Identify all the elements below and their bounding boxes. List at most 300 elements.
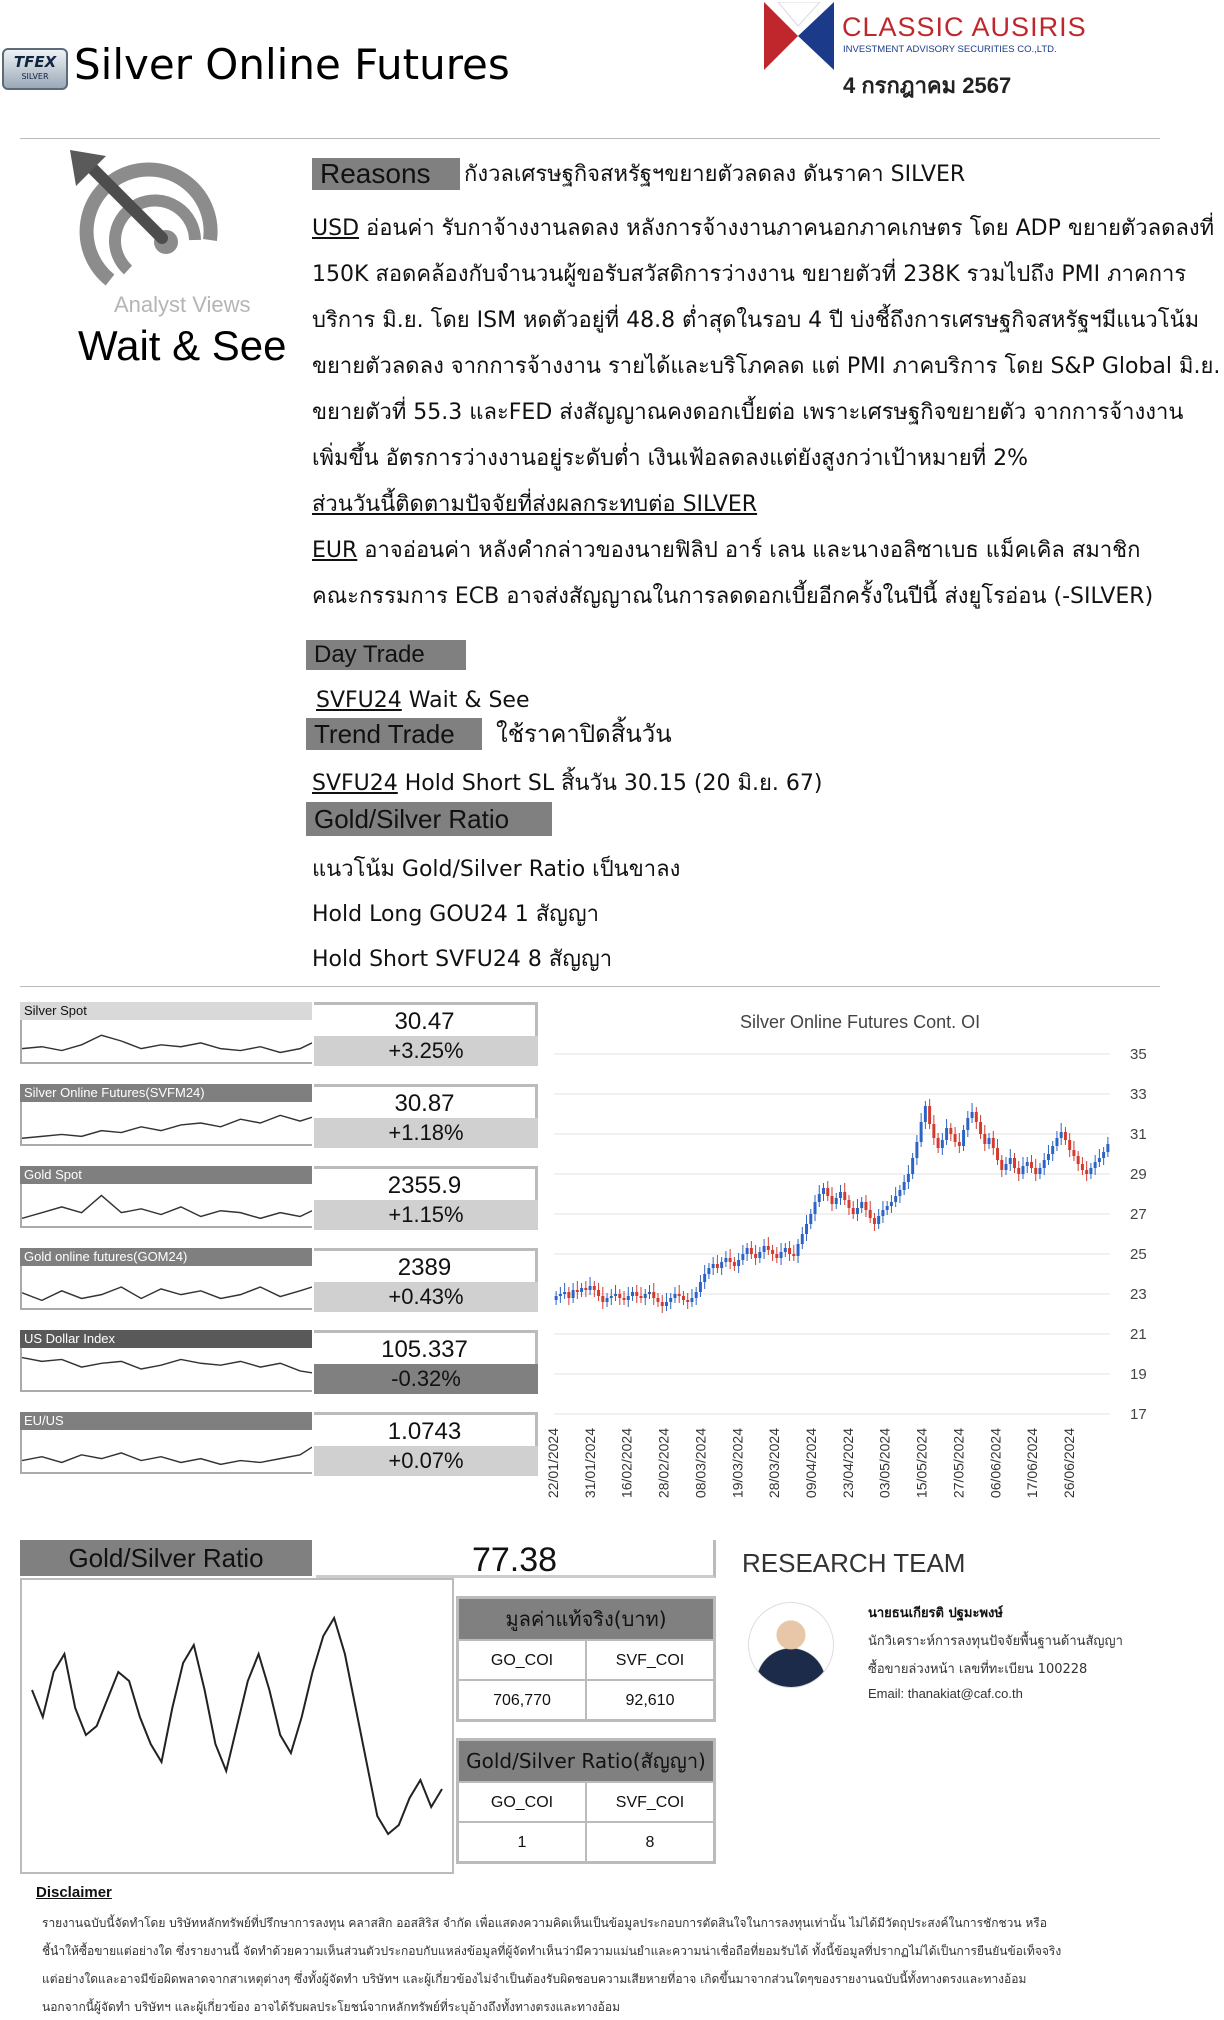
candle-body [623,1298,626,1300]
market-label: US Dollar Index [20,1330,312,1348]
market-label: Gold Spot [20,1166,312,1184]
candle [1068,1133,1071,1157]
candle [915,1135,918,1165]
candle [1038,1163,1041,1179]
contract-ratio-table [456,1738,716,1864]
candle [614,1285,617,1301]
candle [707,1263,710,1279]
market-price: 2355.9 [314,1166,538,1200]
candle-body [1106,1144,1109,1152]
candle [962,1125,965,1151]
candle-body [648,1292,651,1294]
classic-ausiris-logo-icon [764,2,834,70]
candle-body [627,1296,630,1300]
candle-body [737,1260,740,1266]
candle-body [601,1296,604,1302]
candle [886,1201,889,1215]
market-row [20,1330,520,1408]
candle [601,1287,604,1309]
candle-body [729,1258,732,1262]
market-change: +1.15% [314,1200,538,1230]
market-change: +1.18% [314,1118,538,1148]
candle-body [1000,1160,1003,1170]
x-tick-label: 19/03/2024 [729,1428,746,1499]
x-tick-label: 28/03/2024 [766,1428,783,1499]
candle-body [699,1282,702,1292]
reasons-line-4: ขยายตัวลดลง จากการจ้างงาน รายได้และบริโภคลด แต่ PMI ภาคบริการ โดย S&P Global มิ.ย. [312,354,1221,379]
x-tick-label: 31/01/2024 [581,1428,598,1499]
candle [920,1113,923,1147]
candle-body [920,1122,923,1142]
reasons-line-2: 150K สอดคล้องกับจำนวนผู้ขอรับสวัสดิการว่างงาน ขยายตัวที่ 238K รวมไปถึง PMI ภาคการ [312,262,1187,287]
candle [881,1201,884,1223]
candle-body [1013,1158,1016,1168]
candle [1089,1163,1092,1179]
candle [966,1111,969,1137]
reasons-line-6: เพิ่มขึ้น อัตรการว่างงานอยู่ระดับต่ำ เงินเฟ้อลดลงแต่ยังสูงกว่าเป้าหมายที่ 2% [312,446,1028,471]
ratio-line-2: Hold Long GOU24 1 สัญญา [312,902,600,927]
real-value-header-row [459,1639,713,1679]
candle-body [801,1234,804,1244]
candle-body [881,1210,884,1216]
candle-body [860,1202,863,1208]
candle-body [983,1134,986,1144]
real-value-table [456,1596,716,1722]
candle-body [758,1252,761,1258]
x-tick-label: 08/03/2024 [692,1428,709,1499]
research-team-title: RESEARCH TEAM [742,1548,966,1578]
candle [898,1185,901,1203]
y-tick-label: 19 [1130,1366,1147,1383]
candle-body [966,1118,969,1130]
candle-body [771,1250,774,1254]
reasons-line-3: บริการ มิ.ย. โดย ISM หดตัวอยู่ที่ 48.8 ต่ำสุดในรอบ 4 ปี บ่งชี้ถึงการเศรษฐกิจสหรัฐฯมีแนวโน้ม [312,308,1200,333]
candle [877,1209,880,1229]
candle [771,1245,774,1261]
candle-body [635,1292,638,1296]
candle [1064,1127,1067,1145]
candle [856,1199,859,1221]
x-tick-label: 16/02/2024 [618,1428,635,1499]
candle-body [733,1262,736,1266]
analyst-caption: Analyst Views [114,292,251,317]
y-tick-label: 27 [1130,1206,1147,1223]
candle [988,1133,991,1149]
disclaimer-title: Disclaimer [36,1884,112,1901]
candle [682,1291,685,1305]
brand-name: CLASSIC AUSIRIS [842,12,1087,42]
candle [958,1133,961,1153]
market-price: 1.0743 [314,1412,538,1446]
trend-trade-tag: Trend Trade [306,718,482,750]
candle [729,1249,732,1269]
real-value-cell: 92,610 [585,1681,713,1719]
candle-body [695,1292,698,1298]
candle-body [894,1196,897,1202]
candle [1106,1137,1109,1157]
candle-body [1026,1162,1029,1166]
sparkline [20,1020,312,1064]
reasons-headline: กังวลเศรษฐกิจสหรัฐฯขยายตัวลดลง ดันราคา SILVER [464,162,966,187]
candle [945,1119,948,1145]
candle-body [576,1290,579,1292]
candle [720,1257,723,1275]
contract-ratio-cell: 1 [517,1834,527,1851]
y-tick-label: 21 [1130,1326,1147,1343]
candle-body [580,1288,583,1292]
candle [648,1285,651,1299]
candle-body [614,1294,617,1296]
candle-body [996,1148,999,1160]
candle-body [1085,1170,1088,1174]
candle-body [890,1202,893,1206]
ratio-series-line [32,1618,442,1834]
real-value-cell: 706,770 [493,1692,551,1709]
real-value-header: SVF_COI [585,1641,713,1679]
candle-body [1094,1162,1097,1168]
disclaimer-line: ชี้นำให้ซื้อขายแต่อย่างใด ซึ่งรายงานนี้ จัดทำด้วยความเห็นส่วนตัวประกอบกับแหล่งข้อมูลที่ผู้จัดทำเห็นว่ามีความแม่นยำและความน่าเชื่อถือที่ยอมรับได้ ทั้งนี้ข้อมูลที่ปรากฏไม่ได้เป็นการยืนยันข้อเท็จจริง [42,1944,1062,1958]
reasons-tag: Reasons [312,158,460,190]
candle-body [682,1296,685,1300]
candle-body [690,1298,693,1302]
market-change: +0.43% [314,1282,538,1312]
candle [1098,1149,1101,1167]
candle [623,1291,626,1305]
candle [831,1187,834,1211]
candle-body [640,1296,643,1298]
candle-body [555,1296,558,1300]
candle-body [750,1248,753,1254]
candle [928,1099,931,1129]
market-label: Silver Online Futures(SVFM24) [20,1084,312,1102]
candle [737,1253,740,1273]
y-tick-label: 29 [1130,1166,1147,1183]
contract-ratio-row [459,1821,713,1861]
reasons-line-8-text: อาจอ่อนค่า หลังคำกล่าวของนายฟิลิป อาร์ เลน และนางอลิซาเบธ แม็คเคิล สมาชิก [357,538,1141,563]
candle-body [788,1248,791,1254]
reasons-line-7: ส่วนวันนี้ติดตามปัจจัยที่ส่งผลกระทบต่อ SILVER [312,492,758,517]
candle-body [1055,1138,1058,1146]
candle-body [809,1214,812,1224]
usd-label: USD [312,216,360,241]
disclaimer-line: นอกจากนี้ผู้จัดทำ บริษัทฯ และผู้เกี่ยวข้อง อาจได้รับผลประโยชน์จากหลักทรัพย์ที่ระบุอ้างถึงทั้งทางตรงและทางอ้อม [42,2000,620,2014]
candle [690,1289,693,1307]
candle [801,1227,804,1249]
candle-body [724,1258,727,1262]
candle-body [818,1194,821,1202]
candle [589,1277,592,1295]
sparkline [20,1266,312,1310]
candle-body [907,1174,910,1182]
market-change: +3.25% [314,1036,538,1066]
candle-body [864,1202,867,1210]
candle-body [924,1106,927,1122]
candle [606,1293,609,1307]
candle [903,1175,906,1195]
page-title: Silver Online Futures [74,40,510,89]
candle-body [814,1202,817,1214]
candle [678,1285,681,1303]
candle [788,1241,791,1261]
candle-body [903,1182,906,1190]
candle-body [958,1142,961,1146]
candle [1085,1161,1088,1181]
candle [1013,1153,1016,1173]
candle [1094,1155,1097,1175]
x-tick-label: 26/06/2024 [1061,1428,1077,1499]
candle-body [567,1292,570,1298]
eur-label: EUR [312,538,358,563]
candle [826,1181,829,1201]
candle [580,1283,583,1297]
tfex-logo-sub: SILVER [21,72,49,81]
analyst-name: นายธนเกียรติ ปฐมะพงษ์ [868,1606,1003,1621]
candle-body [1064,1132,1067,1140]
candle [746,1243,749,1261]
market-row [20,1084,520,1162]
candle [559,1287,562,1303]
reasons-line-1-text: อ่อนค่า รับกาจ้างงานลดลง หลังการจ้างงานภาคนอกภาคเกษตร โดย ADP ขยายตัวลดลงที่ [359,216,1215,241]
candle-body [1047,1154,1050,1160]
x-tick-label: 23/04/2024 [839,1428,856,1499]
tfex-logo [2,48,68,90]
candle [576,1281,579,1299]
candle-body [1051,1146,1054,1154]
candle [911,1153,914,1179]
day-trade-symbol: SVFU24 [316,688,402,713]
reasons-line-8 [312,528,1140,574]
candle [618,1289,621,1305]
candle-body [712,1264,715,1268]
contract-ratio-title: Gold/Silver Ratio(สัญญา) [459,1741,713,1781]
candle-body [775,1254,778,1258]
candle [754,1245,757,1265]
candle [784,1243,787,1257]
candle-body [992,1138,995,1148]
candle-body [1068,1140,1071,1150]
x-tick-label: 22/01/2024 [545,1428,561,1499]
market-row [20,1248,520,1326]
candle-body [572,1290,575,1298]
y-tick-label: 17 [1130,1406,1147,1423]
candle [1030,1155,1033,1173]
reasons-line-9: คณะกรรมการ ECB อาจส่งสัญญาณในการลดดอกเบี้ยอีกครั้งในปีนี้ ส่งยูโรอ่อน (-SILVER) [312,584,1154,609]
candle-body [644,1294,647,1298]
candle [563,1283,566,1299]
y-tick-label: 31 [1130,1126,1147,1143]
candle [741,1245,744,1265]
candle-body [839,1192,842,1198]
candle-body [852,1208,855,1214]
analyst-role: นักวิเคราะห์การลงทุนปัจจัยพื้นฐานด้านสัญญา [868,1634,1123,1649]
candle-body [949,1128,952,1134]
candle [1077,1151,1080,1171]
x-tick-label: 27/05/2024 [950,1428,967,1499]
candle [750,1241,753,1259]
contract-ratio-header: SVF_COI [585,1783,713,1821]
candle [941,1133,944,1155]
x-tick-label: 17/06/2024 [1024,1428,1041,1499]
candle-body [720,1262,723,1268]
market-change: +0.07% [314,1446,538,1476]
candle-body [1098,1158,1101,1162]
candle-body [1038,1168,1041,1174]
candle-body [856,1208,859,1214]
candle-body [703,1274,706,1282]
candle-body [805,1224,808,1234]
candle-body [873,1218,876,1224]
market-change: -0.32% [314,1364,538,1394]
ratio-line-chart [20,1578,454,1874]
candle-body [1043,1160,1046,1168]
candle [572,1283,575,1303]
x-tick-label: 03/05/2024 [876,1428,893,1499]
day-trade-text: Wait & See [401,688,530,713]
trend-trade-note: ใช้ราคาปิดสิ้นวัน [496,720,672,748]
candle [1005,1157,1008,1175]
candle-body [826,1188,829,1196]
ratio-line-1: แนวโน้ม Gold/Silver Ratio เป็นขาลง [312,857,681,882]
candle [610,1289,613,1305]
candle-body [932,1124,935,1138]
y-tick-label: 33 [1130,1086,1147,1103]
header-divider [20,138,1160,139]
x-tick-label: 09/04/2024 [803,1428,819,1499]
report-date: 4 กรกฎาคม 2567 [843,73,1012,98]
candle [847,1195,850,1215]
candle [1072,1141,1075,1161]
candle [758,1247,761,1263]
market-label: EU/US [20,1412,312,1430]
contract-ratio-header: GO_COI [490,1794,554,1811]
candle-body [1072,1150,1075,1156]
candle [852,1201,855,1219]
candle-body [954,1134,957,1142]
sparkline [20,1184,312,1228]
candle-body [707,1268,710,1274]
candle-body [979,1122,982,1134]
candle-body [1081,1164,1084,1170]
candle [792,1245,795,1261]
contract-ratio-header-row [459,1781,713,1821]
candle-body [898,1190,901,1196]
tfex-logo-text: TFEX [13,53,57,71]
candle [584,1281,587,1297]
real-value-title: มูลค่าแท้จริง(บาท) [459,1599,713,1639]
candle [843,1183,846,1205]
candle [907,1165,910,1189]
candle [775,1247,778,1263]
x-tick-label: 06/06/2024 [987,1428,1004,1499]
candle-body [962,1130,965,1146]
candle [924,1101,927,1129]
candle-body [1017,1168,1020,1174]
candle [661,1295,664,1313]
candle-body [665,1302,668,1306]
analyst-avatar [748,1602,834,1688]
market-price: 30.87 [314,1084,538,1118]
candle [805,1215,808,1241]
x-tick-label: 28/02/2024 [655,1428,672,1499]
candle [555,1291,558,1305]
candle-body [593,1286,596,1290]
candle [954,1127,957,1147]
candle-body [1034,1168,1037,1174]
candle [932,1115,935,1145]
candle-body [975,1112,978,1122]
candle-body [928,1106,931,1124]
candle-body [911,1158,914,1174]
candle [822,1183,825,1201]
x-tick-label: 15/05/2024 [913,1428,930,1499]
candle-body [937,1138,940,1148]
candle-body [1005,1164,1008,1170]
candle [635,1285,638,1303]
candle [1026,1157,1029,1173]
candle [669,1293,672,1309]
candle-body [877,1216,880,1224]
candle-body [559,1294,562,1296]
market-row [20,1002,520,1080]
market-row [20,1166,520,1244]
candle [894,1187,897,1207]
candle-body [763,1246,766,1252]
candle [1022,1157,1025,1179]
analyst-email: Email: thanakiat@caf.co.th [868,1686,1023,1701]
candle-body [831,1196,834,1204]
candle-body [661,1302,664,1306]
market-label: Gold online futures(GOM24) [20,1248,312,1266]
target-arrow-icon [70,150,220,290]
candle [937,1133,940,1153]
candle-body [971,1112,974,1118]
candle-body [1022,1166,1025,1174]
candle [818,1185,821,1207]
disclaimer-line: แต่อย่างใดและอาจมีข้อผิดพลาดจากสาเหตุต่างๆ ซึ่งทั้งผู้จัดทำ บริษัทฯ และผู้เกี่ยวข้องไม่จำเป็นต้องรับผิดชอบความเสียหายที่อาจ เกิดขึ้นมาจากส่วนใดๆของรายงานฉบับนี้ทั้งทางตรงและทางอ้อม [42,1972,1027,1986]
candle [1051,1141,1054,1161]
candle-body [618,1294,621,1298]
section-divider [20,986,1160,987]
ratio-line-3: Hold Short SVFU24 8 สัญญา [312,947,613,972]
trend-trade-symbol: SVFU24 [312,771,398,796]
candle-body [843,1192,846,1200]
candle [869,1201,872,1223]
candle [627,1287,630,1307]
candle [712,1257,715,1275]
candle [686,1293,689,1309]
candle-body [754,1254,757,1258]
candle [814,1195,817,1221]
candle-body [847,1200,850,1208]
candle-body [589,1286,592,1290]
market-row [20,1412,520,1490]
trend-trade-text: Hold Short SL สิ้นวัน 30.15 (20 มิ.ย. 67) [397,771,823,796]
day-trade-tag: Day Trade [306,640,466,670]
trend-trade-line [312,764,822,804]
contract-ratio-cell: 8 [585,1823,713,1861]
chart-title: Silver Online Futures Cont. OI [740,1012,981,1032]
candle-body [716,1264,719,1268]
candle [593,1281,596,1297]
candle [975,1107,978,1129]
candle [890,1195,893,1213]
candle-body [678,1294,681,1296]
candle [724,1251,727,1267]
candle [763,1239,766,1259]
candle-body [988,1138,991,1144]
candle [695,1287,698,1305]
market-price: 2389 [314,1248,538,1282]
